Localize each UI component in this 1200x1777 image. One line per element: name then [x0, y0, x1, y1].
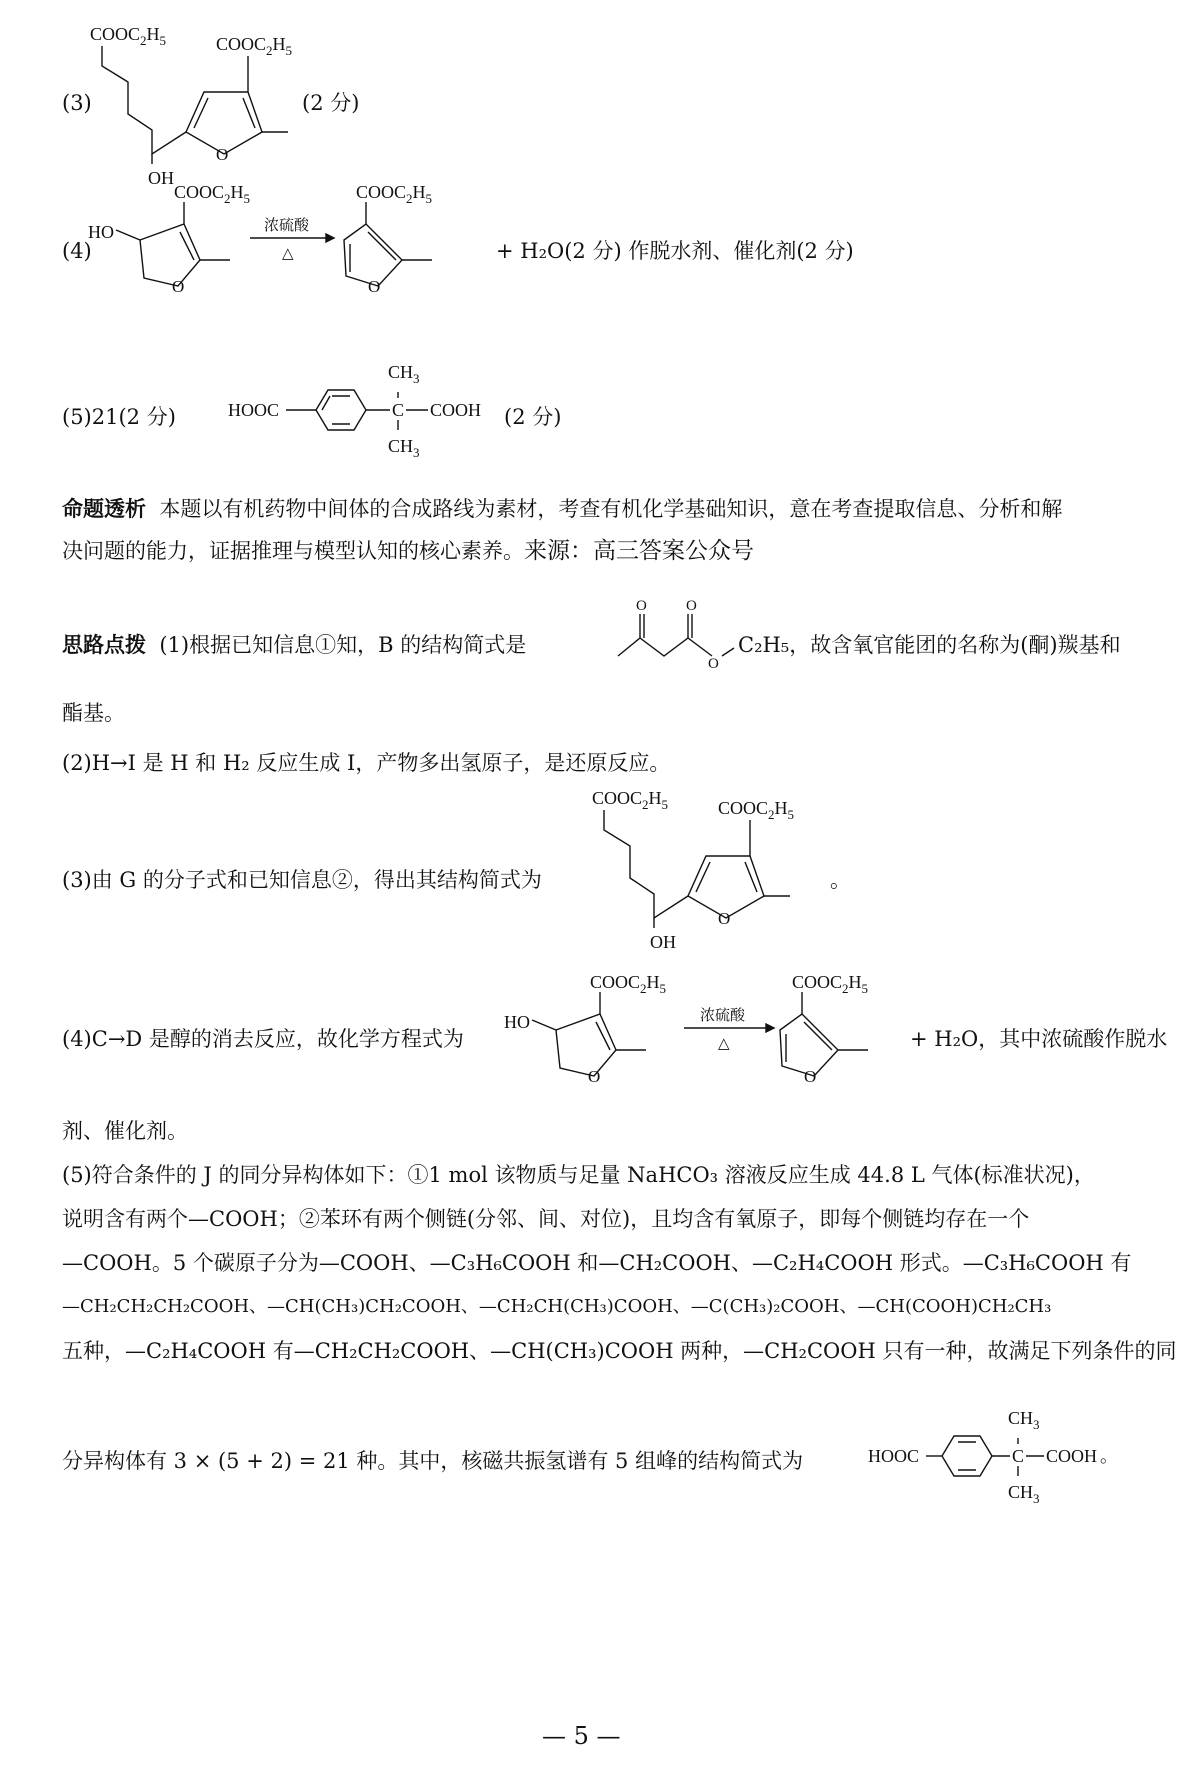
hint-4c: 剂、催化剂。	[62, 1119, 188, 1143]
svg-text:CH3: $CH_3$	[1008, 1482, 1040, 1506]
svg-text:C: C	[1012, 1446, 1025, 1466]
svg-text:O: O	[636, 598, 647, 614]
svg-text:O: O	[804, 1067, 817, 1086]
source-watermark: 来源：高三答案公众号	[524, 538, 754, 564]
svg-text:CH3: $CH_3$	[388, 362, 420, 386]
b-structure	[616, 598, 736, 672]
svg-text:COOC2H5: $COOC_2H_5$	[174, 182, 251, 206]
page-number: — 5 —	[542, 1722, 621, 1750]
svg-text:HOOC: HOOC	[228, 400, 280, 420]
analysis-text-2: 决问题的能力，证据推理与模型认知的核心素养。	[62, 539, 524, 563]
hint-3-end: 。	[830, 868, 851, 892]
hint-5f: 分异构体有 3 × (5 + 2) = 21 种。其中，核磁共振氢谱有 5 组峰的结构简式为	[62, 1449, 804, 1473]
svg-text:COOC2H5: $COOC_2H_5$	[90, 24, 167, 48]
hints-heading: 思路点拨	[62, 633, 146, 657]
analysis-line-2	[62, 536, 754, 566]
hint-1-line	[62, 630, 526, 660]
hint-4-equation	[504, 968, 904, 1096]
svg-text:O: O	[588, 1067, 601, 1086]
hint-4b: + H₂O，其中浓硫酸作脱水	[910, 1027, 1168, 1051]
analysis-heading: 命题透析	[62, 497, 146, 521]
q3-furan-ring	[186, 34, 292, 164]
svg-text:O: O	[368, 277, 381, 296]
svg-text:COOC2H5: $COOC_2H_5$	[792, 972, 869, 996]
svg-text:O: O	[718, 909, 731, 928]
svg-text:C: C	[392, 400, 405, 420]
svg-text:O: O	[708, 656, 719, 672]
q3-left-chain	[90, 24, 186, 188]
svg-text:CH3: $CH_3$	[1008, 1408, 1040, 1432]
svg-text:O: O	[686, 598, 697, 614]
hint-5-structure	[868, 1400, 1168, 1510]
svg-text:COOC2H5: $COOC_2H_5$	[356, 182, 433, 206]
svg-text:COOC2H5: $COOC_2H_5$	[592, 788, 669, 812]
hint-4a: (4)C→D 是醇的消去反应，故化学方程式为	[62, 1027, 464, 1051]
q4-label: (4)	[62, 239, 92, 263]
q3-score: (2 分)	[302, 91, 360, 115]
hint-5a: (5)符合条件的 J 的同分异构体如下：①1 mol 该物质与足量 NaHCO₃ 溶液反应生成 44.8 L 气体(标准状况)，	[62, 1163, 1095, 1187]
q3-label: (3)	[62, 91, 92, 115]
q4-equation	[88, 178, 468, 306]
svg-text:O: O	[172, 277, 185, 296]
svg-text:HO: HO	[88, 222, 114, 242]
svg-text:OH: OH	[650, 932, 676, 952]
svg-text:△: △	[718, 1036, 730, 1052]
hint-1b: C₂H₅，故含氧官能团的名称为(酮)羰基和	[738, 633, 1121, 657]
hint-1a: (1)根据已知信息①知，B 的结构简式是	[159, 633, 527, 657]
hint-3-structure	[592, 778, 852, 958]
analysis-line-1	[62, 494, 1062, 524]
svg-text:O: O	[216, 145, 229, 164]
svg-text:。: 。	[1100, 1446, 1118, 1466]
svg-text:△: △	[282, 246, 294, 262]
svg-text:COOC2H5: $COOC_2H_5$	[718, 798, 795, 822]
svg-text:COOH: COOH	[1046, 1446, 1098, 1466]
q4-product-note: + H₂O(2 分) 作脱水剂、催化剂(2 分)	[496, 239, 854, 263]
svg-text:OH: OH	[148, 168, 174, 188]
hint-3: (3)由 G 的分子式和已知信息②，得出其结构简式为	[62, 868, 542, 892]
hint-5e: 五种，—C₂H₄COOH 有—CH₂CH₂COOH、—CH(CH₃)COOH 两种，—CH₂COOH 只有一种，故满足下列条件的同	[62, 1339, 1177, 1363]
svg-text:COOC2H5: $COOC_2H_5$	[590, 972, 667, 996]
q5-label: (5)21(2 分)	[62, 405, 176, 429]
hint-1c: 酯基。	[62, 701, 125, 725]
svg-text:浓硫酸: 浓硫酸	[264, 218, 310, 234]
svg-text:HOOC: HOOC	[868, 1446, 920, 1466]
analysis-text-1: 本题以有机药物中间体的合成路线为素材，考查有机化学基础知识，意在考查提取信息、分析和解	[159, 497, 1063, 521]
hint-2: (2)H→I 是 H 和 H₂ 反应生成 I，产物多出氢原子，是还原反应。	[62, 751, 671, 775]
svg-text:CH3: $CH_3$	[388, 436, 420, 460]
hint-5c: —COOH。5 个碳原子分为—COOH、—C₃H₆COOH 和—CH₂COOH、—C₂H₄COOH 形式。—C₃H₆COOH 有	[62, 1251, 1132, 1275]
hint-5b: 说明含有两个—COOH；②苯环有两个侧链(分邻、间、对位)，且均含有氧原子，即每个侧链均存在一个	[62, 1207, 1030, 1231]
svg-text:COOC2H5: $COOC_2H_5$	[216, 34, 293, 58]
svg-text:HO: HO	[504, 1012, 530, 1032]
hint-5d: —CH₂CH₂CH₂COOH、—CH(CH₃)CH₂COOH、—CH₂CH(CH₃)COOH、—C(CH₃)₂COOH、—CH(COOH)CH₂CH₃	[62, 1296, 1052, 1317]
svg-text:浓硫酸: 浓硫酸	[700, 1008, 746, 1024]
svg-text:COOH: COOH	[430, 400, 482, 420]
q5-score: (2 分)	[504, 405, 562, 429]
